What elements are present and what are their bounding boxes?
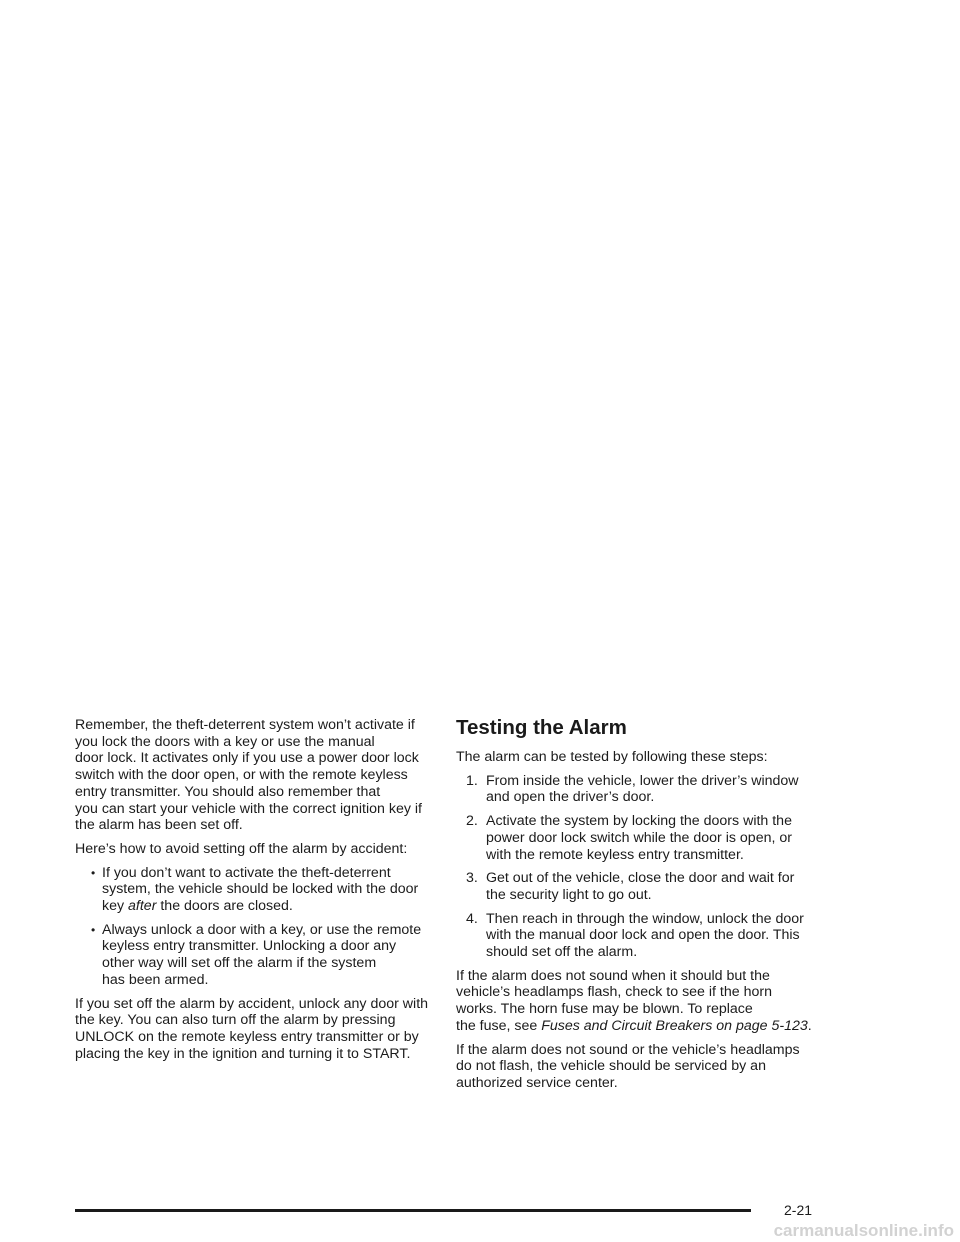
text-line: and open the driver’s door.	[486, 789, 655, 806]
text-line	[102, 898, 435, 915]
paragraph-avoid-alarm	[75, 841, 435, 858]
list-item	[75, 865, 435, 915]
list-item	[456, 870, 828, 903]
list-item	[456, 813, 828, 863]
text-line: has been armed.	[102, 971, 209, 988]
text-line: placing the key in the ignition and turning it to START.	[75, 1045, 411, 1062]
footer-rule	[75, 1209, 751, 1212]
text-segment: key	[102, 898, 129, 915]
paragraph-alarm-accident	[75, 996, 435, 1063]
text-line: works. The horn fuse may be blown. To replace	[456, 1001, 753, 1018]
step-number: 4.	[466, 910, 478, 927]
bullet-icon: •	[91, 922, 96, 937]
bullet-icon: •	[91, 865, 96, 880]
text-segment: the fuse, see	[456, 1017, 542, 1034]
text-segment: .	[807, 1017, 812, 1034]
text-line: power door lock switch while the door is open, or	[486, 829, 792, 846]
text-line	[456, 1018, 828, 1035]
list-item	[456, 911, 828, 961]
text-line: Remember, the theft-deterrent system won’t activate if	[75, 717, 415, 733]
text-line: authorized service center.	[456, 1074, 618, 1091]
text-line: If the alarm does not sound when it should but the	[456, 967, 770, 984]
text-line: you lock the doors with a key or use the manual	[75, 733, 375, 750]
text-line: If you set off the alarm by accident, unlock any door with	[75, 995, 429, 1012]
page-number: 2-21	[784, 1202, 813, 1218]
paragraph-test-intro	[456, 749, 828, 766]
text-line: Here’s how to avoid setting off the alarm by accident:	[75, 840, 408, 857]
paragraph-theft-deterrent-note	[75, 717, 435, 834]
text-line: UNLOCK on the remote keyless entry transmitter or by	[75, 1028, 419, 1045]
text-line: Always unlock a door with a key, or use the remote	[102, 921, 422, 938]
paragraph-service	[456, 1042, 828, 1092]
text-line: other way will set off the alarm if the system	[102, 955, 377, 972]
text-line: Then reach in through the window, unlock the door	[486, 910, 804, 927]
text-line: door lock. It activates only if you use a power door lock	[75, 750, 419, 767]
step-number: 1.	[466, 772, 478, 789]
right-column	[456, 717, 828, 1099]
text-line: do not flash, the vehicle should be serviced by an	[456, 1058, 766, 1075]
text-line: If the alarm does not sound or the vehicle’s headlamps	[456, 1041, 800, 1058]
text-line: The alarm can be tested by following these steps:	[456, 749, 768, 765]
text-line: you can start your vehicle with the correct ignition key if	[75, 800, 422, 817]
emphasis-text: after	[128, 898, 157, 915]
text-line: Activate the system by locking the doors with the	[486, 813, 792, 830]
text-line: the alarm has been set off.	[75, 817, 243, 834]
text-line: keyless entry transmitter. Unlocking a door any	[102, 938, 397, 955]
text-line: the security light to go out.	[486, 886, 652, 903]
text-line: vehicle’s headlamps flash, check to see if the horn	[456, 984, 772, 1001]
text-segment: the doors are closed.	[156, 898, 293, 915]
list-item	[456, 773, 828, 806]
text-line: should set off the alarm.	[486, 944, 638, 961]
paragraph-horn-fuse	[456, 968, 828, 1035]
text-line: system, the vehicle should be locked with the door	[102, 881, 419, 898]
list-item	[75, 922, 435, 989]
text-line: If you don’t want to activate the theft-deterrent	[102, 864, 391, 881]
text-line: with the manual door lock and open the door. This	[486, 927, 800, 944]
text-line: the key. You can also turn off the alarm by pressing	[75, 1012, 396, 1029]
text-line: switch with the door open, or with the remote keyless	[75, 767, 408, 784]
step-number: 2.	[466, 813, 478, 830]
section-heading: Testing the Alarm	[456, 716, 627, 739]
text-line: From inside the vehicle, lower the driver’s window	[486, 772, 799, 789]
text-line: Get out of the vehicle, close the door and wait for	[486, 870, 795, 887]
cross-reference-link[interactable]: Fuses and Circuit Breakers on page 5-123	[541, 1017, 808, 1034]
watermark: carmanualsonline.info	[773, 1221, 954, 1240]
step-number: 3.	[466, 870, 478, 887]
text-line: entry transmitter. You should also remember that	[75, 783, 381, 800]
left-column	[75, 717, 435, 1069]
text-line: with the remote keyless entry transmitter.	[486, 846, 744, 863]
